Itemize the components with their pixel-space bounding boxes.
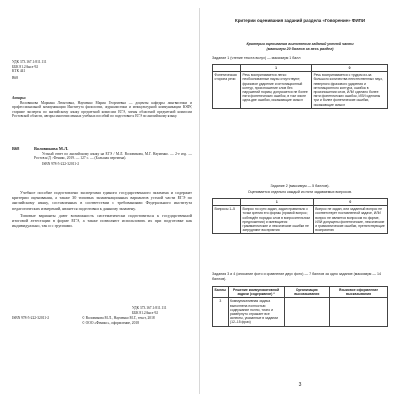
table-header-cell	[213, 65, 241, 72]
table-header-cell: 0	[313, 199, 387, 206]
table-header-cell	[213, 199, 241, 206]
table-row	[213, 72, 388, 109]
table-header-cell: Баллы	[213, 287, 229, 298]
copyright-lines	[82, 316, 192, 325]
table-cell: Речь воспринимается легко: необоснованные паузы отсутствуют; фразовое ударение и интонационный контур, произношение слов без нарушений нормы; допускается не более пяти фонетических ошибок, в том числе одна-две ошибки, искажающие смысл	[241, 72, 312, 109]
table-cell	[284, 298, 329, 326]
authors-text: Воловикова Мариана Леонтовна, Науменко Мария Георгиевна — доценты кафедры лингвистики и профессиональной коммуникации Института филологии, журналистики и межкультурной коммуникации ЮФУ, старшие эксперты по английскому языку предметной комиссии ЕГЭ, члены областной предметной комиссии Ростовской области, авторы многочисленных учебных пособий по подготовке к ЕГЭ по английскому языку.	[12, 100, 192, 119]
book-description: Устный ответ по английскому языку на ЕГЭ / М.Л. Воловикова, М.Г. Науменко. — 2-е изд. — Ростов н/Д : Феникс, 2019. — 127 с. — (Большая перемена).	[34, 151, 192, 161]
table-header-row	[213, 199, 388, 206]
book-code: В68	[12, 146, 20, 151]
book-isbn: ISBN 978-5-222-32011-2	[42, 161, 80, 166]
table-header-cell: Организация высказывания	[284, 287, 329, 298]
annotation-paragraph-2: Типовые варианты дают возможность систематически подготовиться к государственной итоговой аттестации в форме ЕГЭ, а также позволяют использовать их при подготовке как индивидуально, так и с группами.	[12, 212, 192, 229]
table-header-row	[213, 287, 388, 298]
copyright-publisher: © ООО «Феникс», оформление, 2018	[82, 320, 139, 325]
table-cell: 3	[213, 298, 229, 326]
copyright-block	[12, 316, 192, 325]
task1-table	[212, 64, 388, 109]
left-page	[8, 10, 196, 392]
udc-code: УДК 373.167.1:811.111	[12, 60, 47, 64]
subtitle-line-1: Критерии оценивания выполнения заданий устной части	[246, 42, 354, 46]
task2-table	[212, 198, 388, 234]
copyright-authors: © Воловикова М.Л., Науменко М.Г., текст, 2018	[82, 316, 155, 320]
table-header-row	[213, 65, 388, 72]
table-header-cell: 1	[241, 199, 314, 206]
task2-subtitle: Оценивается отдельно каждый из пяти задаваемых вопросов.	[247, 190, 353, 194]
table-cell: Фонетическая сторона речи	[213, 72, 241, 109]
book-gutter	[199, 8, 200, 394]
table-header-cell: 0	[312, 65, 388, 72]
table-cell	[329, 298, 387, 326]
book-author: Воловикова М.Л.	[34, 146, 69, 151]
annotation-paragraph-1: Учебное пособие подготовлено экспертами единого государственного экзамена и содержит критерии оценивания, а также 30 типовых экзаменационных вариантов устной части ЕГЭ по английскому языку, составленных в соответствии с требованиями Федерального института педагогических измерений, является подготовки к данному экзамену.	[12, 190, 192, 211]
bottom-codes	[132, 306, 192, 315]
book-entry	[34, 146, 192, 166]
table-row	[213, 298, 388, 326]
task34-title: Задания 3 и 4 (описание фото и сравнение двух фото) — 7 баллов за одно задание (максимум — 14 баллов).	[212, 272, 381, 281]
task1-title: Задание 1 (чтение текста вслух) — максимум 1 балл	[212, 56, 301, 60]
authors-heading: Авторы:	[12, 96, 27, 100]
table-cell: Коммуникативная задача выполнена полностью: содержание полно, точно и развёрнуто отражает все аспекты, указанные в задании (12–15 фраз)	[228, 298, 284, 326]
author-mark: В68	[12, 75, 18, 80]
bottom-udc: УДК 373.167.1:811.111	[132, 306, 167, 310]
task2-title: Задание 2 (максимум — 5 баллов).	[270, 184, 330, 188]
table-cell: Вопрос не задан, или заданный вопрос не соответствует поставленной задаче, ИЛИ вопрос не является вопросом по форме, ИЛИ допущены фонетические, лексические и грамматические ошибки, препятствующие восприятию	[313, 206, 387, 234]
annotation	[12, 190, 192, 228]
table-row	[213, 206, 388, 234]
table-cell: Вопрос по сути задан, задан правильно с точки зрения его формы (прямой вопрос; соблюдён порядок слов в вопросительном предложении) и имеющиеся грамматические и лексические ошибки не затрудняют восприятия	[241, 206, 314, 234]
task34-table	[212, 286, 388, 327]
table-cell: Речь воспринимается с трудом из-за большого количества неестественных пауз, неверного фразового ударения и интонационного контура, ошибок в произношении слов, ИЛИ сделано более пяти фонетических ошибок, ИЛИ сделаны три и более фонетические ошибки, искажающие смысл	[312, 72, 388, 109]
page-title: Критерии оценивания заданий раздела «Говорение» ФИПИ	[235, 18, 365, 23]
page-number: 3	[298, 382, 302, 388]
bottom-bbk: ББК 81.2Англ-92	[132, 310, 159, 315]
table-header-cell: Решение коммуникативной задачи (содержание) *	[228, 287, 284, 298]
subtitle-line-2: (максимум 20 баллов за весь раздел)	[266, 46, 334, 51]
right-page	[206, 10, 394, 392]
table-header-cell: 1	[241, 65, 312, 72]
cataloging-codes	[12, 60, 92, 80]
table-cell: Вопросы 1–5	[213, 206, 241, 234]
authors-block	[12, 96, 192, 119]
page-subtitle	[206, 42, 394, 51]
bbk-code: ББК 81.2Англ-92	[12, 64, 39, 69]
table-header-cell: Языковое оформление высказывания	[329, 287, 387, 298]
ktk-code: КТК 441	[12, 69, 26, 74]
isbn: ISBN 978-5-222-32011-2	[12, 316, 50, 320]
